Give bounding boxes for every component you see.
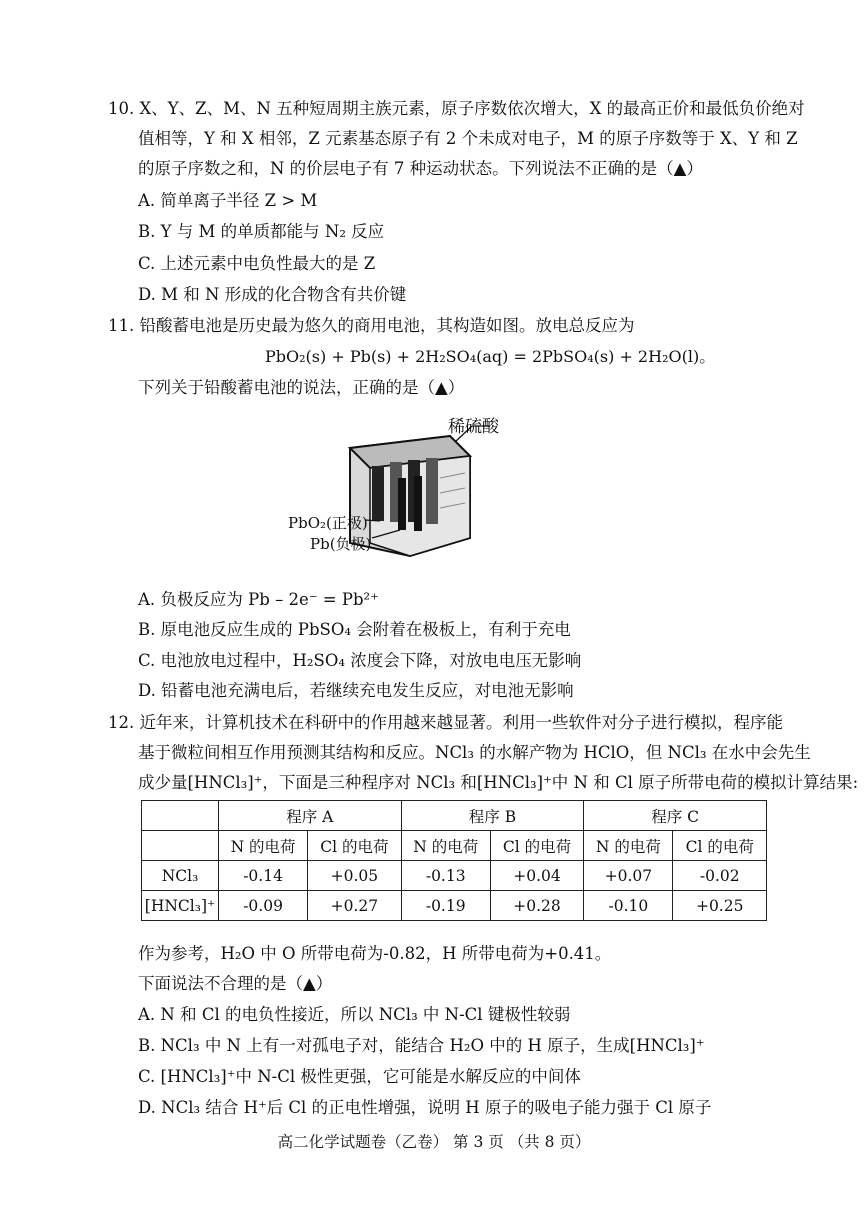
subheader-c-cl: Cl 的电荷	[673, 831, 767, 861]
table-cell: -0.13	[401, 861, 490, 891]
q11-reaction-equation: PbO₂(s) + Pb(s) + 2H₂SO₄(aq) = 2PbSO₄(s) + 2H₂O(l)。	[265, 347, 716, 366]
table-header-row	[142, 801, 767, 831]
charge-simulation-table	[141, 800, 767, 921]
q12-option-b: B. NCl₃ 中 N 上有一对孤电子对，能结合 H₂O 中的 H 原子，生成[HNCl₃]⁺	[138, 1036, 705, 1055]
q12-stem-line-1: 12. 近年来，计算机技术在科研中的作用越来越显著。利用一些软件对分子进行模拟，程序能	[108, 713, 783, 732]
table-cell: -0.09	[219, 891, 308, 921]
table-cell: +0.28	[490, 891, 584, 921]
q10-option-b: B. Y 与 M 的单质都能与 N₂ 反应	[138, 222, 385, 241]
q12-option-c: C. [HNCl₃]⁺中 N-Cl 极性更强，它可能是水解反应的中间体	[138, 1067, 581, 1086]
label-pb-negative: Pb(负极)	[310, 535, 372, 553]
subheader-a-n: N 的电荷	[219, 831, 308, 861]
q10-stem-line-1: 10. X、Y、Z、M、N 五种短周期主族元素，原子序数依次增大，X 的最高正价和最低负价绝对	[108, 99, 805, 118]
table-row	[142, 891, 767, 921]
table-cell: -0.02	[673, 861, 767, 891]
row-label: NCl₃	[142, 861, 219, 891]
q12-stem-line-3: 成少量[HNCl₃]⁺，下面是三种程序对 NCl₃ 和[HNCl₃]⁺中 N 和 Cl 原子所带电荷的模拟计算结果:	[138, 773, 859, 792]
q11-option-a: A. 负极反应为 Pb – 2e⁻ = Pb²⁺	[138, 590, 379, 609]
table-cell: -0.10	[584, 891, 673, 921]
subheader-b-n: N 的电荷	[401, 831, 490, 861]
q11-option-b: B. 原电池反应生成的 PbSO₄ 会附着在极板上，有利于充电	[138, 620, 571, 639]
q12-stem-line-2: 基于微粒间相互作用预测其结构和反应。NCl₃ 的水解产物为 HClO，但 NCl₃ 在水中会先生	[138, 743, 811, 762]
table-cell: +0.04	[490, 861, 584, 891]
program-b-header: 程序 B	[401, 801, 584, 831]
table-subheader-row	[142, 831, 767, 861]
program-a-header: 程序 A	[219, 801, 402, 831]
table-cell: +0.05	[308, 861, 402, 891]
q10-option-c: C. 上述元素中电负性最大的是 Z	[138, 254, 376, 273]
q10-stem-line-2: 值相等，Y 和 X 相邻，Z 元素基态原子有 2 个未成对电子，M 的原子序数等于 X、Y 和 Z	[138, 129, 798, 148]
subheader-b-cl: Cl 的电荷	[490, 831, 584, 861]
q11-stem-line-2: 下列关于铅酸蓄电池的说法，正确的是（▲）	[138, 378, 465, 397]
label-pbo2-positive: PbO₂(正极)	[288, 514, 368, 532]
table-corner-cell	[142, 831, 219, 861]
q12-option-a: A. N 和 Cl 的电负性接近，所以 NCl₃ 中 N-Cl 键极性较弱	[138, 1005, 571, 1024]
q12-reference-text: 作为参考，H₂O 中 O 所带电荷为-0.82，H 所带电荷为+0.41。	[138, 944, 612, 963]
program-c-header: 程序 C	[584, 801, 767, 831]
subheader-a-cl: Cl 的电荷	[308, 831, 402, 861]
page-footer: 高二化学试题卷（乙卷） 第 3 页 （共 8 页）	[277, 1133, 591, 1151]
label-dilute-sulfuric-acid: 稀硫酸	[448, 417, 499, 437]
table-cell: -0.14	[219, 861, 308, 891]
table-cell: -0.19	[401, 891, 490, 921]
lead-acid-battery-figure	[280, 418, 520, 558]
table-cell: +0.07	[584, 861, 673, 891]
q11-option-c: C. 电池放电过程中，H₂SO₄ 浓度会下降，对放电电压无影响	[138, 651, 582, 670]
q12-question-text: 下面说法不合理的是（▲）	[138, 974, 333, 993]
q10-option-d: D. M 和 N 形成的化合物含有共价键	[138, 285, 407, 304]
q11-stem-line-1: 11. 铅酸蓄电池是历史最为悠久的商用电池，其构造如图。放电总反应为	[108, 316, 635, 335]
q11-option-d: D. 铅蓄电池充满电后，若继续充电发生反应，对电池无影响	[138, 681, 574, 700]
q10-option-a: A. 简单离子半径 Z > M	[138, 191, 318, 210]
subheader-c-n: N 的电荷	[584, 831, 673, 861]
table-cell: +0.27	[308, 891, 402, 921]
q10-stem-line-3: 的原子序数之和，N 的价层电子有 7 种运动状态。下列说法不正确的是（▲）	[138, 159, 703, 178]
table-corner-cell	[142, 801, 219, 831]
row-label: [HNCl₃]⁺	[142, 891, 219, 921]
table-row	[142, 861, 767, 891]
q12-option-d: D. NCl₃ 结合 H⁺后 Cl 的正电性增强，说明 H 原子的吸电子能力强于 Cl 原子	[138, 1098, 712, 1117]
table-cell: +0.25	[673, 891, 767, 921]
